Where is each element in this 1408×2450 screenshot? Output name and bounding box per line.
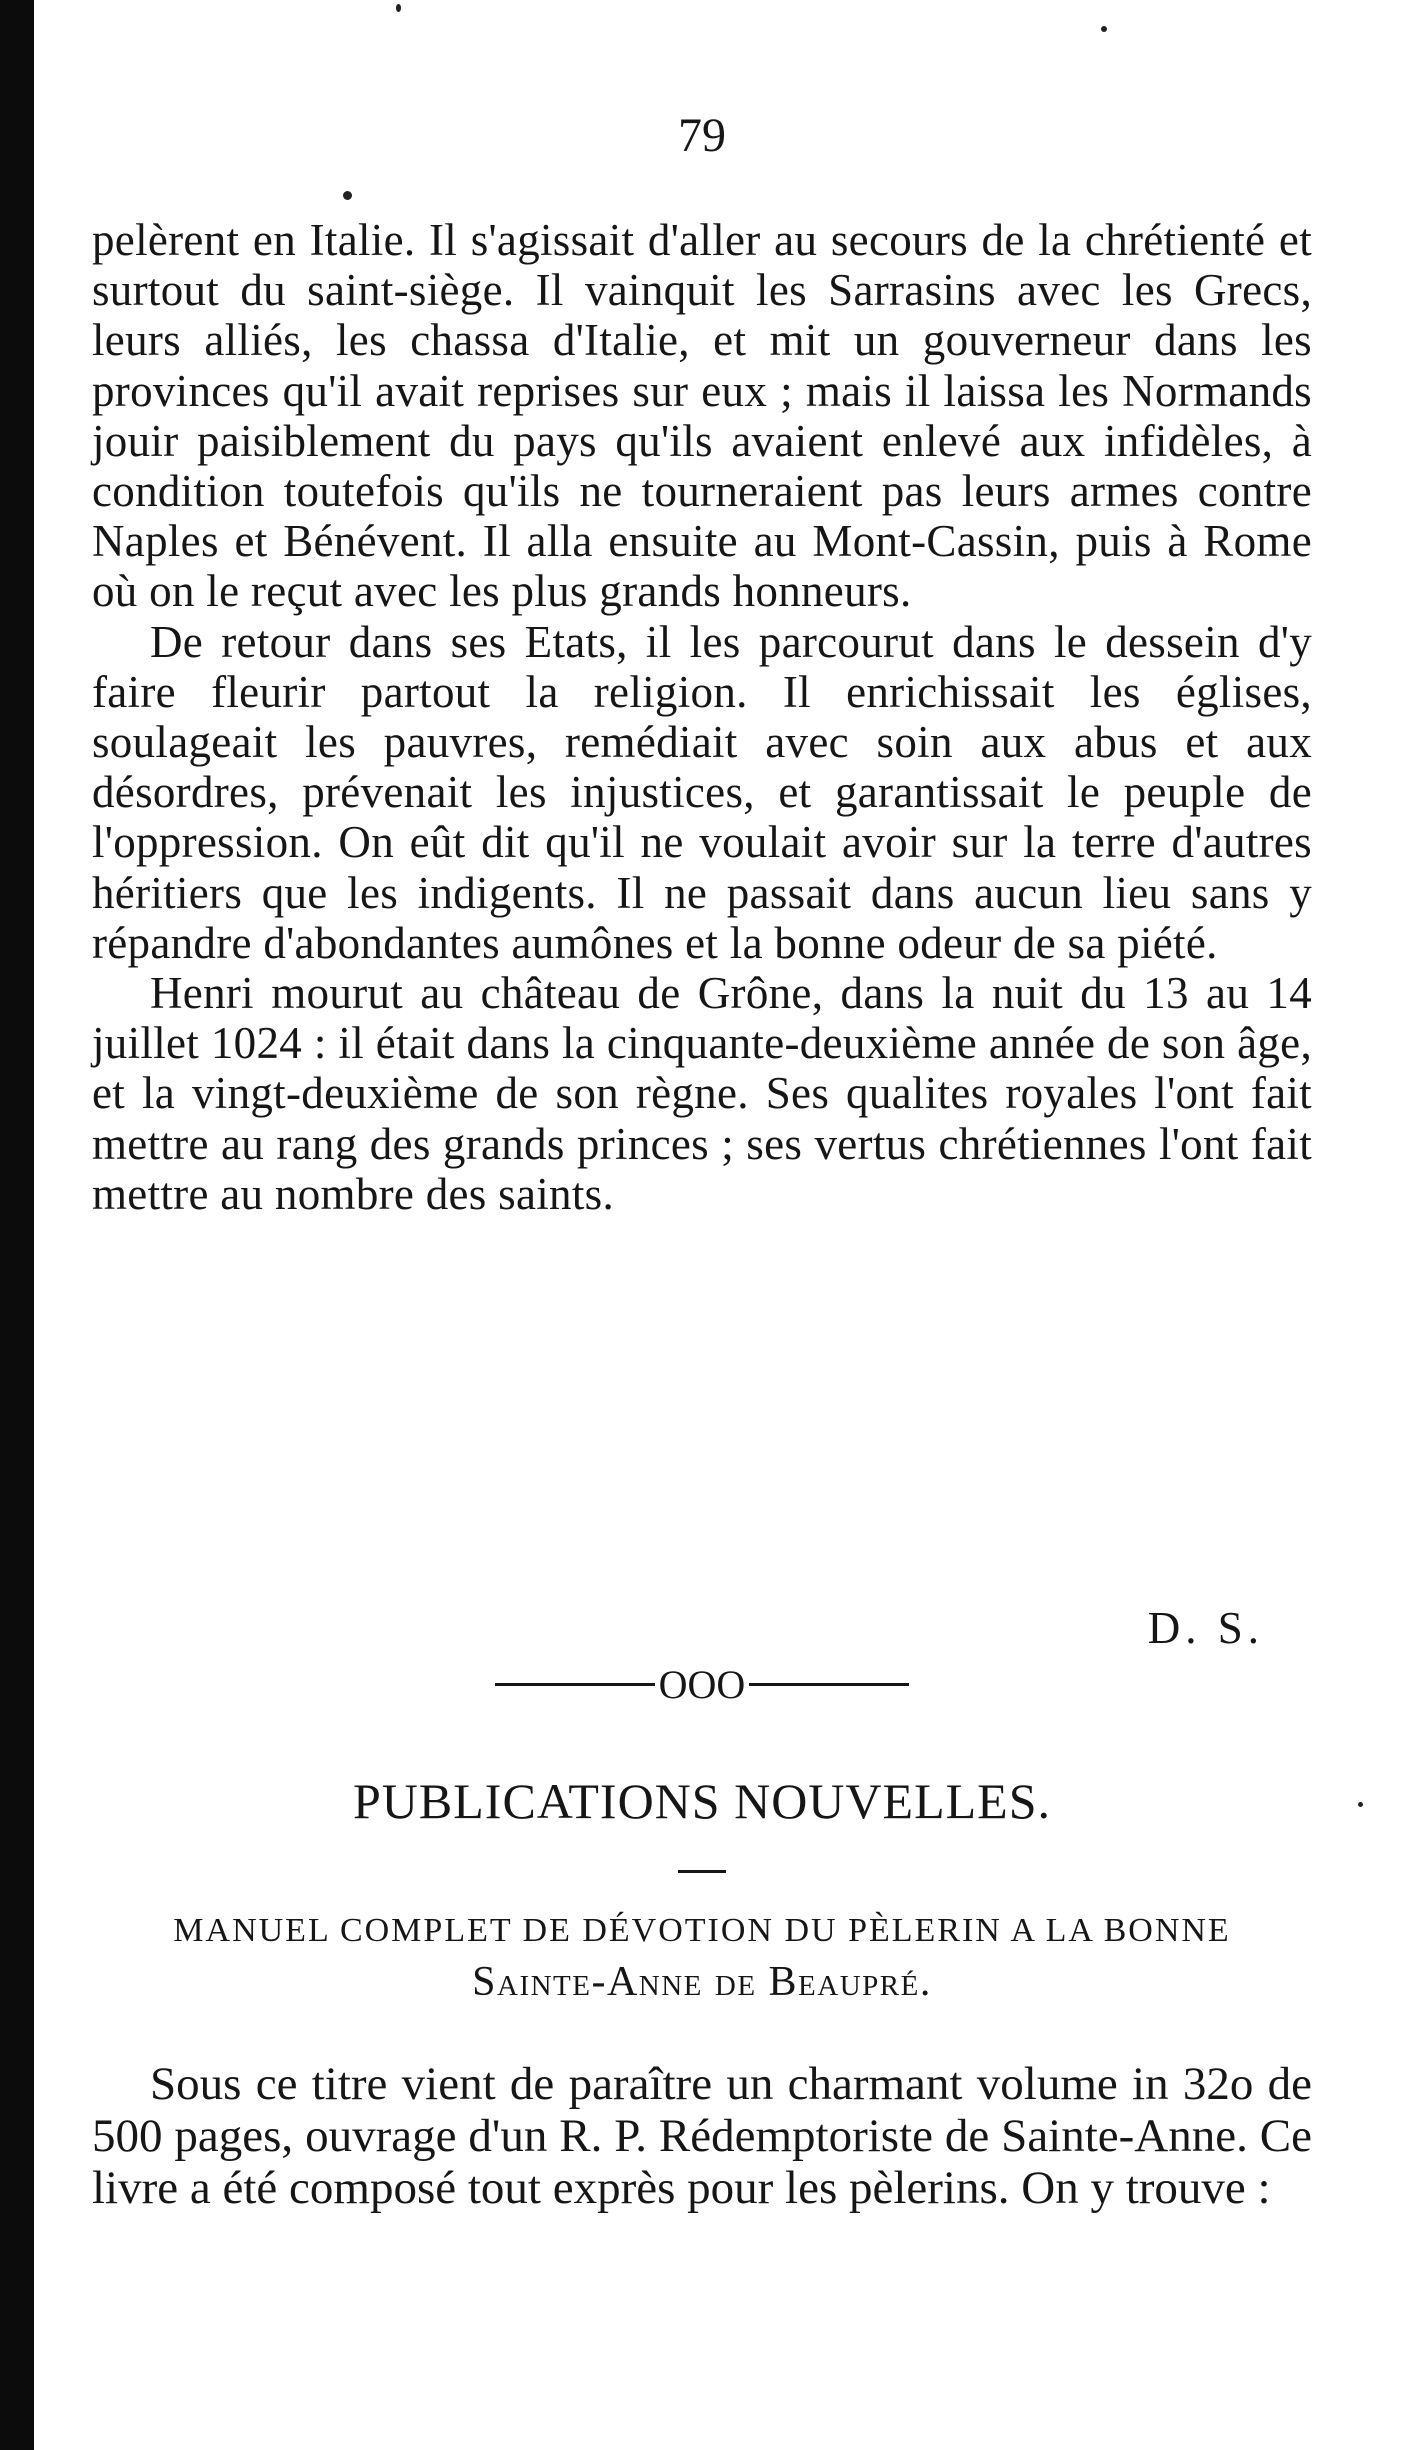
title-rule: [678, 1870, 726, 1873]
book-title-line-2: Sainte-Anne de Beaupré.: [472, 1959, 932, 2005]
author-signature: D. S.: [1147, 1603, 1264, 1653]
divider-rule-right: [749, 1683, 909, 1686]
paragraph-2: De retour dans ses Etats, il les parcourut dans le dessein d'y faire fleurir partout la religion. Il enrichissait les églises, soulageait les pauvres, remédiait avec soin aux abus et aux désordres, prévenait les injustices, et garantissait le peuple de l'oppression. On eût dit qu'il ne voulait avoir sur la terre d'autres héritiers que les indigents. Il ne passait dans aucun lieu sans y répandre d'abondantes aumônes et la bonne odeur de sa piété.: [92, 616, 1312, 968]
scan-edge-shadow: [0, 0, 34, 2450]
divider-rule-left: [495, 1683, 655, 1686]
section-divider: [92, 1661, 1312, 1708]
announcement-paragraph: Sous ce titre vient de paraître un charmant volume in 32o de 500 pages, ouvrage d'un R. P. Rédemptoriste de Sainte-Anne. Ce livre a été composé tout exprès pour les pèlerins. On y trouve :: [92, 2058, 1312, 2214]
divider-ornament: OOO: [658, 1662, 746, 1707]
book-page: [92, 0, 1312, 2450]
book-title-line-1: MANUEL COMPLET DE DÉVOTION DU PÈLERIN A LA BONNE: [173, 1912, 1231, 1949]
speck-right-margin: [1358, 1802, 1363, 1807]
section-title: PUBLICATIONS NOUVELLES.: [353, 1773, 1051, 1829]
announcement-body: [92, 2058, 1312, 2214]
page-number: 79: [678, 109, 726, 162]
article-body: [92, 215, 1312, 1219]
paragraph-3: Henri mourut au château de Grône, dans la nuit du 13 au 14 juillet 1024 : il était dans la cinquante-deuxième année de son âge, et la vingt-deuxième de son règne. Ses qualites royales l'ont fait mettre au rang des grands princes ; ses vertus chrétiennes l'ont fait mettre au nombre des saints.: [92, 968, 1312, 1219]
paragraph-1: pelèrent en Italie. Il s'agissait d'aller au secours de la chrétienté et surtout du saint-siège. Il vainquit les Sarrasins avec les Grecs, leurs alliés, les chassa d'Italie, et mit un gouverneur dans les provinces qu'il avait reprises sur eux ; mais il laissa les Normands jouir paisiblement du pays qu'ils avaient enlevé aux infidèles, à condition toutefois qu'ils ne tourneraient pas leurs armes contre Naples et Bénévent. Il alla ensuite au Mont-Cassin, puis à Rome où on le reçut avec les plus grands honneurs.: [92, 215, 1312, 617]
